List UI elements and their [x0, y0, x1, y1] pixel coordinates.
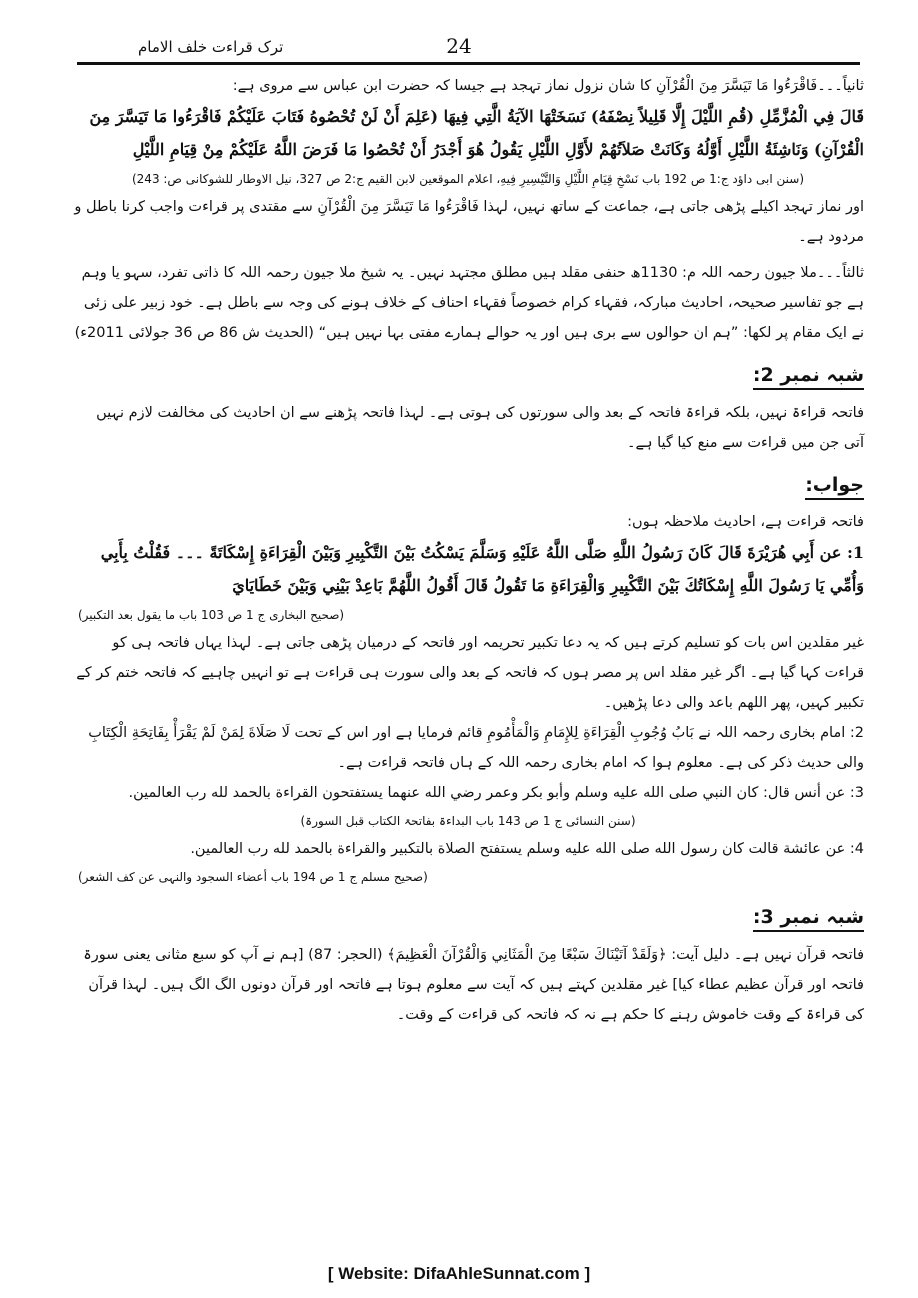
paragraph-answer-intro: فاتحہ قراءت ہے، احادیث ملاحظہ ہوں:	[627, 514, 864, 530]
arabic-quote-muzzammil: قَالَ فِي الْمُزَّمِّلِ (قُمِ اللَّيْلَ إِلَّا قَلِيلاً نِصْفَهُ) نَسَخَتْهَا الآيَةُ الَّتِي فِيهَا (عَلِمَ أَنْ لَنْ تُحْصُوهُ فَتَابَ عَلَيْكُمْ فَاقْرَءُوا مَا تَيَسَّرَ مِنَ الْقُرْآنِ) وَنَاشِئَةُ اللَّيْلِ أَوَّلُهُ وَكَانَتْ صَلاَتُهُمْ لأَوَّلِ اللَّيْلِ يَقُولُ هُوَ أَجْدَرُ أَنْ تُحْصُوا مَا فَرَضَ اللَّهُ عَلَيْكُمْ مِنْ قِيَامِ اللَّيْلِ	[89, 107, 864, 159]
reference-bukhari: (صحیح البخاری ج 1 ص 103 باب ما یقول بعد التکبیر)	[78, 608, 345, 622]
paragraph-doubt-2: فاتحہ قراءۃ نہیں، بلکہ قراءۃ فاتحہ کے بعد والی سورتوں کی ہوتی ہے۔ لہذا فاتحہ پڑھنے سے ان احادیث کی مخالفت لازم نہیں آتی جن میں قراءت سے منع کیا گیا ہے۔	[96, 405, 864, 451]
paragraph-thalithan: ثالثاً۔۔۔ملا جیون رحمہ اللہ م: 1130ھ حنفی مقلد ہیں مطلق مجتہد نہیں۔ یہ شیخ ملا جیون رحمہ اللہ کا ذاتی تفرد، سہو یا وہم ہے جو تفاسیر صحیحہ، احادیث مبارکہ، فقہاء کرام خصوصاً فقہاء احناف کے خلاف ہونے کی وجہ سے باطل ہے۔ خود زبیر علی زئی نے ایک مقام پر لکھا: ”ہم ان حوالوں سے بری ہیں اور یہ حوالے ہمارے مفتی بہا نہیں ہیں“ (الحدیث ش 86 ص 36 جولائی 2011ء)	[74, 265, 864, 341]
paragraph-ghair-muqallideen: غیر مقلدین اس بات کو تسلیم کرتے ہیں کہ یہ دعا تکبیر تحریمہ اور فاتحہ کے درمیان پڑھی جاتی ہے۔ لہذا یہاں فاتحہ ہی کو قراءت کہا گیا ہے۔ اگر غیر مقلد اس پر مصر ہوں کہ فاتحہ کے بعد والی سورت ہی قراءت ہے تو انہیں چاہیے کہ فاتحہ ختم کر کے تکبیر کہیں، پھر اللھم باعد والی دعا پڑھیں۔	[76, 635, 864, 711]
page-number: 24	[446, 34, 472, 58]
running-title: ترک قراءت خلف الامام	[138, 38, 284, 56]
header-rule	[77, 62, 860, 65]
hadith-aisha: 4: عن عائشة قالت كان رسول الله صلى الله عليه وسلم يستفتح الصلاة بالتكبير والقراءة بالحمد لله رب العالمين.	[190, 841, 864, 857]
footer-website[interactable]: [ Website: DifaAhleSunnat.com ]	[327, 1264, 591, 1283]
reference-nasai: (سنن النسائی ج 1 ص 143 باب البداءۃ بفاتحۃ الکتاب قبل السورۃ)	[300, 814, 636, 828]
hadith-anas: 3: عن أنس قال: كان النبي صلى الله عليه وسلم وأبو بكر وعمر رضي الله عنهما يستفتحون القراءة بالحمد لله رب العالمين.	[128, 785, 864, 801]
heading-doubt-3: شبہ نمبر 3:	[753, 906, 864, 932]
reference-abu-dawud: (سنن ابی داؤد ج:1 ص 192 باب نَسْخِ قِيَامِ اللَّيْلِ وَالتَّيْسِيرِ فِيهِ، اعلام الموقعین لابن القیم ج:2 ص 327، نیل الاوطار للشوکانی ص: 243)	[131, 172, 805, 186]
paragraph-imam-bukhari: 2: امام بخاری رحمہ اللہ نے بَابُ وُجُوبِ الْقِرَاءَةِ لِلإِمَامِ وَالْمَأْمُومِ قائم فرمایا ہے اور اس کے تحت لَا صَلَاةَ لِمَنْ لَمْ يَقْرَأْ بِفَاتِحَةِ الْكِتَابِ والی حدیث ذکر کی ہے۔ معلوم ہوا کہ امام بخاری رحمہ اللہ کے ہاں فاتحہ قراءت ہے۔	[88, 725, 864, 771]
hadith-abu-hurairah: 1: عن أَبِي هُرَيْرَةَ قَالَ كَانَ رَسُولُ اللَّهِ صَلَّى اللَّهُ عَلَيْهِ وَسَلَّمَ يَسْكُتُ بَيْنَ التَّكْبِيرِ وَبَيْنَ الْقِرَاءَةِ إِسْكَاتَةً ۔۔۔ فَقُلْتُ بِأَبِي وَأُمِّي يَا رَسُولَ اللَّهِ إِسْكَاتُكَ بَيْنَ التَّكْبِيرِ وَالْقِرَاءَةِ مَا تَقُولُ قَالَ أَقُولُ اللَّهُمَّ بَاعِدْ بَيْنِي وَبَيْنَ خَطَايَايَ	[100, 543, 864, 595]
paragraph-doubt-3: فاتحہ قرآن نہیں ہے۔ دلیل آیت: ﴿وَلَقَدْ آتَيْنَاكَ سَبْعًا مِنَ الْمَثَانِي وَالْقُرْآنَ الْعَظِيمَ﴾ (الحجر: 87) [ہم نے آپ کو سبع مثانی یعنی سورۃ فاتحہ اور قرآن عظیم عطاء کیا] غیر مقلدین کہتے ہیں کہ آیت سے معلوم ہوتا ہے فاتحہ اور قرآن دونوں الگ الگ ہیں۔ لہذا قرآن کی قراءۃ کے وقت خاموش رہنے کا حکم ہے نہ کہ فاتحہ کی قراءت کے وقت۔	[83, 947, 864, 1023]
reference-muslim: (صحیح مسلم ج 1 ص 194 باب أعضاء السجود والنہی عن کف الشعر)	[78, 870, 428, 884]
paragraph-thaniyan: ثانیاً۔۔۔فَاقْرَءُوا مَا تَيَسَّرَ مِنَ الْقُرْآنِ کا شان نزول نماز تہجد ہے جیسا کہ حضرت ابن عباس سے مروی ہے:	[232, 78, 864, 94]
heading-doubt-2: شبہ نمبر 2:	[753, 364, 864, 390]
heading-answer: جواب:	[805, 474, 864, 500]
paragraph-tahajjud: اور نماز تہجد اکیلے پڑھی جاتی ہے، جماعت کے ساتھ نہیں، لہذا فَاقْرَءُوا مَا تَيَسَّرَ مِنَ الْقُرْآنِ سے مقتدی پر قراءت واجب کرنا باطل و مردود ہے۔	[74, 199, 864, 245]
page-body	[72, 72, 864, 1030]
